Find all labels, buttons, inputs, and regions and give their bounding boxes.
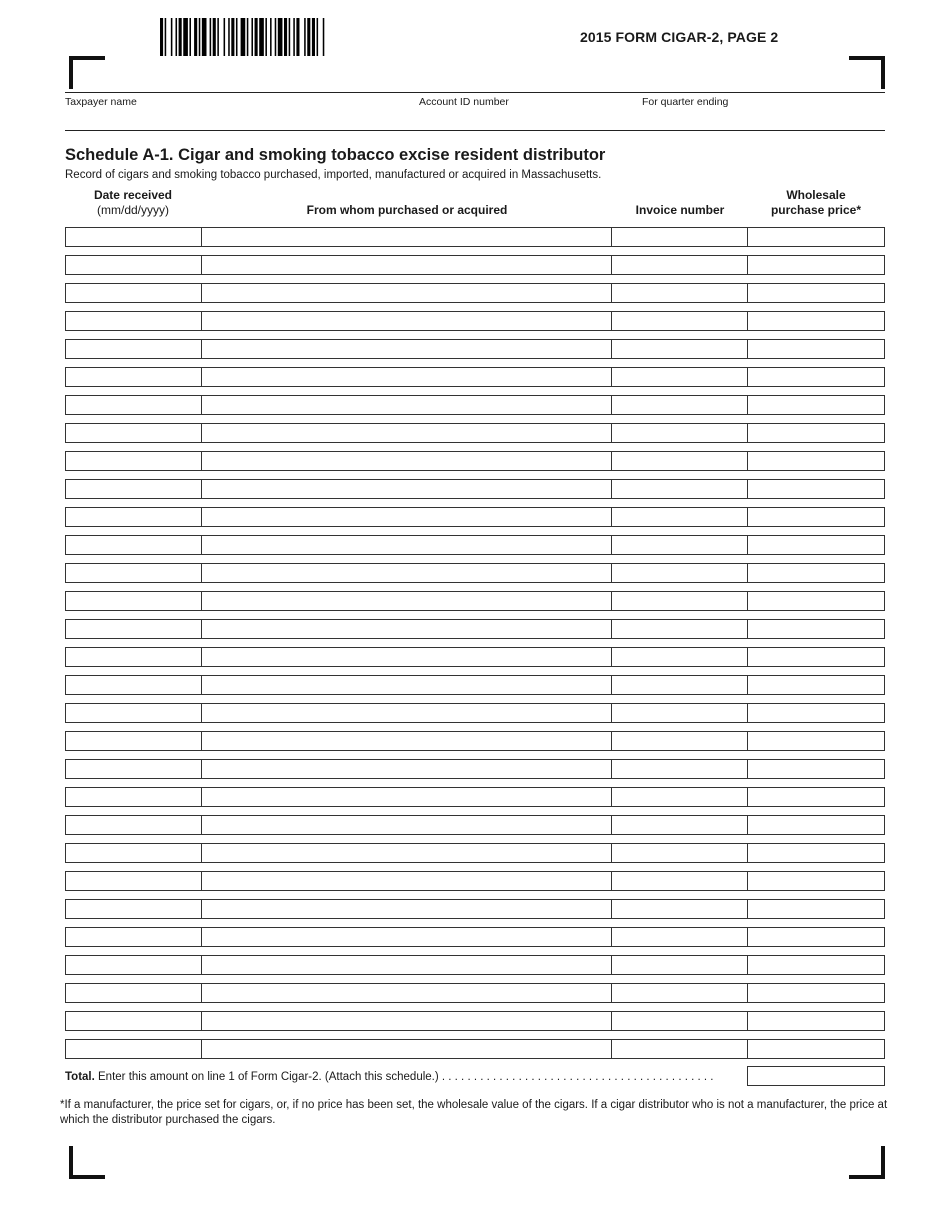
from-whom-field[interactable] (201, 731, 613, 751)
column-header-date-received (65, 188, 201, 218)
wholesale-price-field[interactable] (747, 871, 885, 891)
table-row (65, 563, 885, 583)
from-whom-field[interactable] (201, 563, 613, 583)
registration-mark-top-right (849, 56, 885, 89)
table-row (65, 311, 885, 331)
schedule-subtitle: Record of cigars and smoking tobacco purchased, imported, manufactured or acquired in Massachusetts. (65, 169, 602, 181)
wholesale-price-field[interactable] (747, 311, 885, 331)
table-row (65, 675, 885, 695)
wholesale-price-field[interactable] (747, 647, 885, 667)
from-whom-field[interactable] (201, 591, 613, 611)
table-row (65, 1011, 885, 1031)
wholesale-price-field[interactable] (747, 479, 885, 499)
column-header-wholesale-line2: purchase price* (770, 203, 862, 217)
from-whom-field[interactable] (201, 339, 613, 359)
wholesale-price-field[interactable] (747, 255, 885, 275)
from-whom-field[interactable] (201, 787, 613, 807)
quarter-ending-label: For quarter ending (642, 96, 729, 108)
from-whom-field[interactable] (201, 703, 613, 723)
column-header-wholesale-line1: Wholesale (786, 188, 846, 202)
invoice-number-field[interactable] (611, 647, 749, 667)
from-whom-field[interactable] (201, 395, 613, 415)
invoice-number-field[interactable] (611, 955, 749, 975)
invoice-number-field[interactable] (611, 703, 749, 723)
table-row (65, 899, 885, 919)
column-header-date-line2: (mm/dd/yyyy) (97, 203, 169, 217)
wholesale-price-field[interactable] (747, 955, 885, 975)
from-whom-field[interactable] (201, 283, 613, 303)
table-row (65, 815, 885, 835)
wholesale-price-field[interactable] (747, 619, 885, 639)
table-row (65, 255, 885, 275)
invoice-number-field[interactable] (611, 899, 749, 919)
date-received-field[interactable] (65, 899, 203, 919)
column-header-wholesale-price (747, 188, 885, 218)
invoice-number-field[interactable] (611, 871, 749, 891)
wholesale-price-field[interactable] (747, 507, 885, 527)
from-whom-field[interactable] (201, 815, 613, 835)
date-received-field[interactable] (65, 563, 203, 583)
date-received-field[interactable] (65, 423, 203, 443)
invoice-number-field[interactable] (611, 507, 749, 527)
invoice-number-field[interactable] (611, 983, 749, 1003)
table-row (65, 955, 885, 975)
invoice-number-field[interactable] (611, 367, 749, 387)
invoice-number-field[interactable] (611, 451, 749, 471)
form-page-title: 2015 FORM CIGAR-2, PAGE 2 (580, 29, 779, 45)
date-received-field[interactable] (65, 759, 203, 779)
date-received-field[interactable] (65, 535, 203, 555)
invoice-number-field[interactable] (611, 535, 749, 555)
wholesale-price-field[interactable] (747, 927, 885, 947)
date-received-field[interactable] (65, 675, 203, 695)
wholesale-price-field[interactable] (747, 731, 885, 751)
date-received-field[interactable] (65, 227, 203, 247)
total-amount-field[interactable] (747, 1066, 885, 1086)
wholesale-price-field[interactable] (747, 787, 885, 807)
invoice-number-field[interactable] (611, 927, 749, 947)
date-received-field[interactable] (65, 591, 203, 611)
wholesale-price-field[interactable] (747, 1039, 885, 1059)
table-row (65, 479, 885, 499)
table-row (65, 227, 885, 247)
table-row (65, 647, 885, 667)
invoice-number-field[interactable] (611, 255, 749, 275)
wholesale-price-field[interactable] (747, 899, 885, 919)
schedule-title: Schedule A-1. Cigar and smoking tobacco excise resident distributor (65, 146, 606, 164)
table-row (65, 731, 885, 751)
date-received-field[interactable] (65, 871, 203, 891)
date-received-field[interactable] (65, 367, 203, 387)
invoice-number-field[interactable] (611, 815, 749, 835)
table-row (65, 871, 885, 891)
column-header-from-whom: From whom purchased or acquired (306, 203, 508, 217)
wholesale-price-field[interactable] (747, 423, 885, 443)
date-received-field[interactable] (65, 843, 203, 863)
wholesale-price-field[interactable] (747, 395, 885, 415)
table-row (65, 507, 885, 527)
wholesale-price-field[interactable] (747, 535, 885, 555)
invoice-number-field[interactable] (611, 1011, 749, 1031)
invoice-number-field[interactable] (611, 731, 749, 751)
invoice-number-field[interactable] (611, 311, 749, 331)
date-received-field[interactable] (65, 787, 203, 807)
from-whom-field[interactable] (201, 619, 613, 639)
from-whom-field[interactable] (201, 423, 613, 443)
total-line (65, 1071, 713, 1083)
table-row (65, 983, 885, 1003)
invoice-number-field[interactable] (611, 423, 749, 443)
from-whom-field[interactable] (201, 451, 613, 471)
date-received-field[interactable] (65, 479, 203, 499)
registration-mark-top-left (69, 56, 105, 89)
wholesale-price-field[interactable] (747, 815, 885, 835)
registration-mark-bottom-left (69, 1146, 105, 1179)
wholesale-price-field[interactable] (747, 675, 885, 695)
wholesale-price-field[interactable] (747, 703, 885, 723)
invoice-number-field[interactable] (611, 675, 749, 695)
date-received-field[interactable] (65, 815, 203, 835)
from-whom-field[interactable] (201, 899, 613, 919)
table-row (65, 759, 885, 779)
from-whom-field[interactable] (201, 927, 613, 947)
wholesale-price-field[interactable] (747, 283, 885, 303)
table-row (65, 535, 885, 555)
wholesale-price-field[interactable] (747, 591, 885, 611)
table-row (65, 927, 885, 947)
date-received-field[interactable] (65, 507, 203, 527)
date-received-field[interactable] (65, 339, 203, 359)
table-row (65, 395, 885, 415)
table-row (65, 339, 885, 359)
header-top-rule (65, 92, 885, 93)
date-received-field[interactable] (65, 451, 203, 471)
invoice-number-field[interactable] (611, 283, 749, 303)
invoice-number-field[interactable] (611, 787, 749, 807)
wholesale-price-field[interactable] (747, 451, 885, 471)
from-whom-field[interactable] (201, 255, 613, 275)
date-received-field[interactable] (65, 647, 203, 667)
date-received-field[interactable] (65, 1039, 203, 1059)
table-row (65, 451, 885, 471)
wholesale-price-field[interactable] (747, 843, 885, 863)
date-received-field[interactable] (65, 283, 203, 303)
invoice-number-field[interactable] (611, 479, 749, 499)
barcode-image (160, 18, 470, 56)
from-whom-field[interactable] (201, 647, 613, 667)
table-row (65, 1039, 885, 1059)
date-received-field[interactable] (65, 395, 203, 415)
from-whom-field[interactable] (201, 1039, 613, 1059)
invoice-number-field[interactable] (611, 591, 749, 611)
from-whom-field[interactable] (201, 311, 613, 331)
total-instruction: Enter this amount on line 1 of Form Cigar-2. (Attach this schedule.) . . . . . . . . . . . . . . . . . . . . . . . . . . . . . . . . . . . . . . . . . . . (94, 1071, 714, 1083)
wholesale-price-field[interactable] (747, 563, 885, 583)
table-row (65, 619, 885, 639)
from-whom-field[interactable] (201, 955, 613, 975)
table-row (65, 843, 885, 863)
date-received-field[interactable] (65, 731, 203, 751)
invoice-number-field[interactable] (611, 1039, 749, 1059)
from-whom-field[interactable] (201, 759, 613, 779)
from-whom-field[interactable] (201, 871, 613, 891)
table-row (65, 703, 885, 723)
invoice-number-field[interactable] (611, 339, 749, 359)
from-whom-field[interactable] (201, 227, 613, 247)
from-whom-field[interactable] (201, 479, 613, 499)
invoice-number-field[interactable] (611, 619, 749, 639)
footnote: *If a manufacturer, the price set for cigars, or, if no price has been set, the wholesale value of the cigars. If a cigar distributor who is not a manufacturer, the price at which the distributor purchased the cigars. (60, 1099, 888, 1126)
header-bottom-rule (65, 130, 885, 131)
invoice-number-field[interactable] (611, 843, 749, 863)
table-row (65, 367, 885, 387)
column-header-invoice-number: Invoice number (635, 203, 725, 217)
table-row (65, 283, 885, 303)
wholesale-price-field[interactable] (747, 759, 885, 779)
from-whom-field[interactable] (201, 535, 613, 555)
invoice-number-field[interactable] (611, 563, 749, 583)
date-received-field[interactable] (65, 255, 203, 275)
wholesale-price-field[interactable] (747, 227, 885, 247)
invoice-number-field[interactable] (611, 227, 749, 247)
account-id-label: Account ID number (419, 96, 509, 108)
date-received-field[interactable] (65, 955, 203, 975)
wholesale-price-field[interactable] (747, 339, 885, 359)
invoice-number-field[interactable] (611, 395, 749, 415)
date-received-field[interactable] (65, 927, 203, 947)
table-row (65, 787, 885, 807)
date-received-field[interactable] (65, 703, 203, 723)
column-header-date-line1: Date received (93, 188, 173, 202)
from-whom-field[interactable] (201, 983, 613, 1003)
from-whom-field[interactable] (201, 367, 613, 387)
from-whom-field[interactable] (201, 1011, 613, 1031)
registration-mark-bottom-right (849, 1146, 885, 1179)
invoice-number-field[interactable] (611, 759, 749, 779)
taxpayer-name-label: Taxpayer name (65, 96, 137, 108)
table-row (65, 591, 885, 611)
table-row (65, 423, 885, 443)
wholesale-price-field[interactable] (747, 983, 885, 1003)
wholesale-price-field[interactable] (747, 1011, 885, 1031)
date-received-field[interactable] (65, 1011, 203, 1031)
wholesale-price-field[interactable] (747, 367, 885, 387)
from-whom-field[interactable] (201, 507, 613, 527)
from-whom-field[interactable] (201, 675, 613, 695)
date-received-field[interactable] (65, 311, 203, 331)
total-label: Total. (65, 1071, 95, 1083)
date-received-field[interactable] (65, 619, 203, 639)
date-received-field[interactable] (65, 983, 203, 1003)
from-whom-field[interactable] (201, 843, 613, 863)
